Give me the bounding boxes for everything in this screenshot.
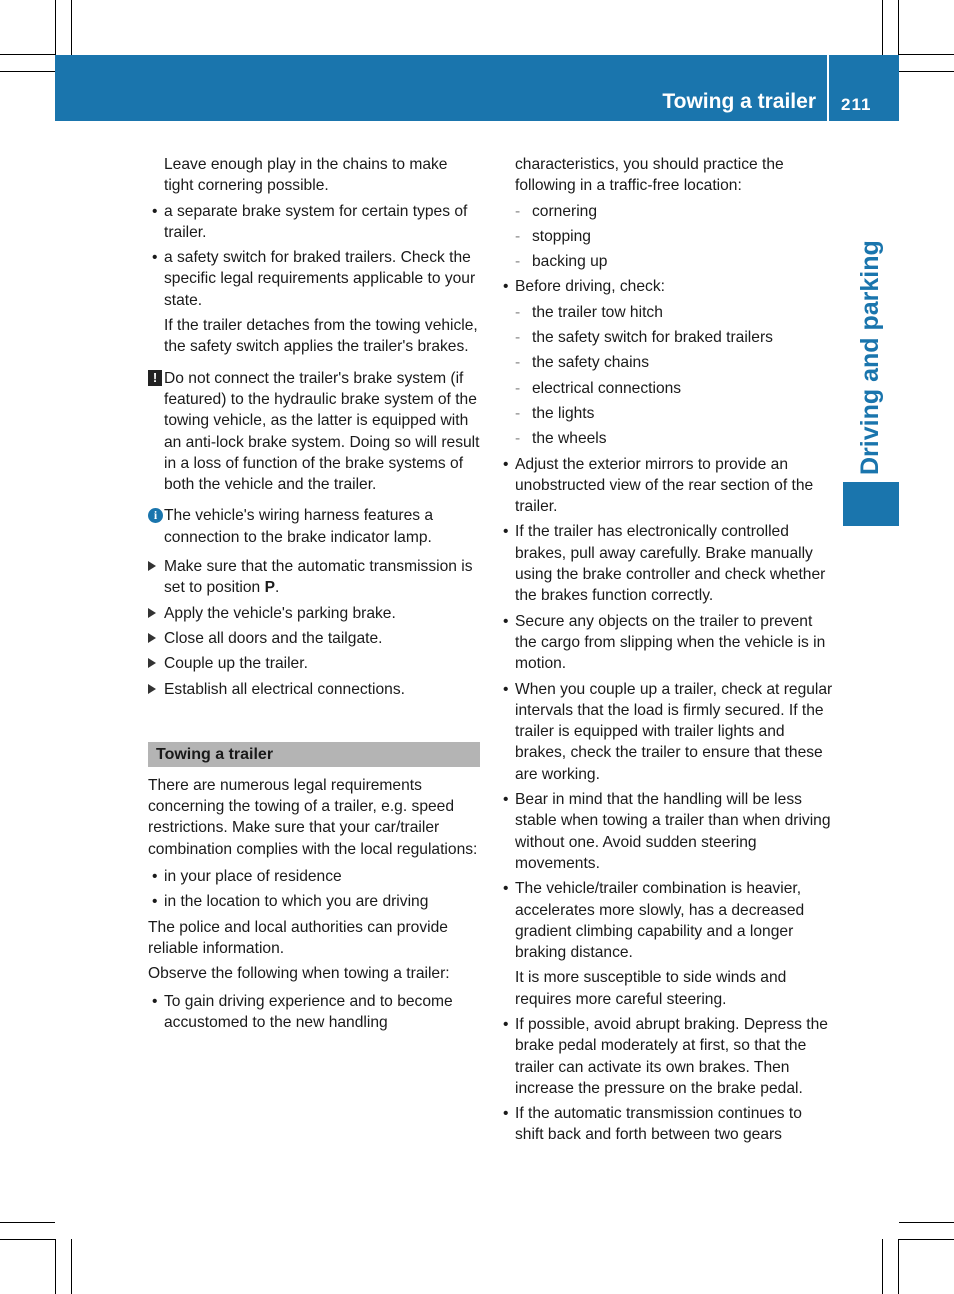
list-item: - stopping xyxy=(515,227,591,245)
list-item: • If the automatic transmission continues to shift back and forth between two gears xyxy=(503,1105,802,1144)
section-intro: There are numerous legal requirements concerning the towing of a trailer, e.g. speed restrictions. Make sure that your car/trailer combination complies with the local regulations: xyxy=(148,776,478,858)
side-winds-note: It is more susceptible to side winds and requires more careful steering. xyxy=(515,969,787,1008)
crop-mark xyxy=(0,71,55,72)
instruction-step: Make sure that the automatic transmission is set to position P. xyxy=(148,556,480,599)
police-text: The police and local authorities can provide reliable information. xyxy=(148,918,448,957)
crop-mark xyxy=(71,0,72,55)
list-item: • Bear in mind that the handling will be less stable when towing a trailer than when driving without one. Avoid sudden steering movements. xyxy=(503,791,831,872)
step-arrow-icon xyxy=(148,684,156,694)
page-number: 211 xyxy=(841,95,872,114)
info-note xyxy=(148,505,480,548)
list-item: • Adjust the exterior mirrors to provide an unobstructed view of the rear section of the trailer. xyxy=(503,455,814,516)
crop-mark xyxy=(0,54,55,55)
list-item: • To gain driving experience and to become accustomed to the new handling xyxy=(152,992,453,1031)
crop-mark xyxy=(898,0,899,55)
list-item: - the safety switch for braked trailers xyxy=(515,329,773,347)
list-item: - the safety chains xyxy=(515,354,650,372)
crop-mark xyxy=(55,1239,56,1294)
crop-mark xyxy=(899,1222,954,1223)
list-item: - backing up xyxy=(515,253,608,271)
list-item: • If possible, avoid abrupt braking. Depress the brake pedal moderately at first, so that the trailer can activate its own brakes. Then increase the pressure on the brake pedal. xyxy=(503,1015,828,1097)
side-tab-marker xyxy=(843,482,899,526)
list-item: • a safety switch for braked trailers. Check the specific legal requirements applicable to your state. xyxy=(152,249,476,309)
observe-text: Observe the following when towing a trailer: xyxy=(148,965,450,983)
crop-mark xyxy=(55,0,56,55)
list-item: • a separate brake system for certain types of trailer. xyxy=(152,202,468,241)
info-icon: i xyxy=(148,508,163,523)
list-item: • Before driving, check: xyxy=(503,278,665,296)
list-item: • The vehicle/trailer combination is heavier, accelerates more slowly, has a decreased gradient climbing capability and a longer braking distance. xyxy=(503,880,805,962)
list-item: • Secure any objects on the trailer to prevent the cargo from slipping when the vehicle is in motion. xyxy=(503,612,826,673)
warning-text: Do not connect the trailer's brake system (if featured) to the hydraulic brake system of the towing vehicle, as the latter is equipped with an anti-lock brake system. Doing so will result in a loss of function of the brake systems of both the vehicle and the trailer. xyxy=(164,369,480,494)
step-arrow-icon xyxy=(148,633,156,643)
step-arrow-icon xyxy=(148,658,156,668)
instruction-step: Establish all electrical connections. xyxy=(148,679,480,700)
crop-mark xyxy=(0,1222,55,1223)
instruction-step: Apply the vehicle's parking brake. xyxy=(148,603,480,624)
list-item: - electrical connections xyxy=(515,379,682,397)
instruction-step: Close all doors and the tailgate. xyxy=(148,628,480,649)
crop-mark xyxy=(899,71,954,72)
safety-switch-note: If the trailer detaches from the towing vehicle, the safety switch applies the trailer's brakes. xyxy=(164,317,478,356)
crop-mark xyxy=(899,54,954,55)
list-item: • in your place of residence xyxy=(152,868,342,886)
header-separator xyxy=(827,55,829,121)
crop-mark xyxy=(899,1239,954,1240)
crop-mark xyxy=(0,1239,55,1240)
warning-icon: ! xyxy=(148,370,162,386)
instruction-step: Couple up the trailer. xyxy=(148,653,480,674)
section-heading: Towing a trailer xyxy=(148,742,480,767)
warning-note xyxy=(148,368,480,496)
side-tab-label: Driving and parking xyxy=(856,240,884,475)
list-item: - the trailer tow hitch xyxy=(515,303,663,321)
list-item: • in the location to which you are driving xyxy=(152,893,429,911)
header-title: Towing a trailer xyxy=(662,90,816,113)
crop-mark xyxy=(882,0,883,55)
list-item: - the lights xyxy=(515,404,595,422)
crop-mark xyxy=(71,1239,72,1294)
info-text: The vehicle's wiring harness features a connection to the brake indicator lamp. xyxy=(164,507,434,546)
step-arrow-icon xyxy=(148,608,156,618)
continuation-text: characteristics, you should practice the following in a traffic-free location: xyxy=(515,156,784,195)
crop-mark xyxy=(882,1239,883,1294)
list-item: • If the trailer has electronically controlled brakes, pull away carefully. Brake manually using the brake controller and check whether the brakes function correctly. xyxy=(503,523,826,605)
intro-continuation: Leave enough play in the chains to make tight cornering possible. xyxy=(164,156,448,195)
step-arrow-icon xyxy=(148,561,156,571)
list-item: • When you couple up a trailer, check at regular intervals that the load is firmly secured. If the trailer is equipped with trailer lights and brakes, check the trailer to ensure that these are working. xyxy=(503,680,833,783)
list-item: - cornering xyxy=(515,202,598,220)
list-item: - the wheels xyxy=(515,430,607,448)
left-column xyxy=(148,154,480,1037)
crop-mark xyxy=(898,1239,899,1294)
right-column xyxy=(503,154,833,1150)
